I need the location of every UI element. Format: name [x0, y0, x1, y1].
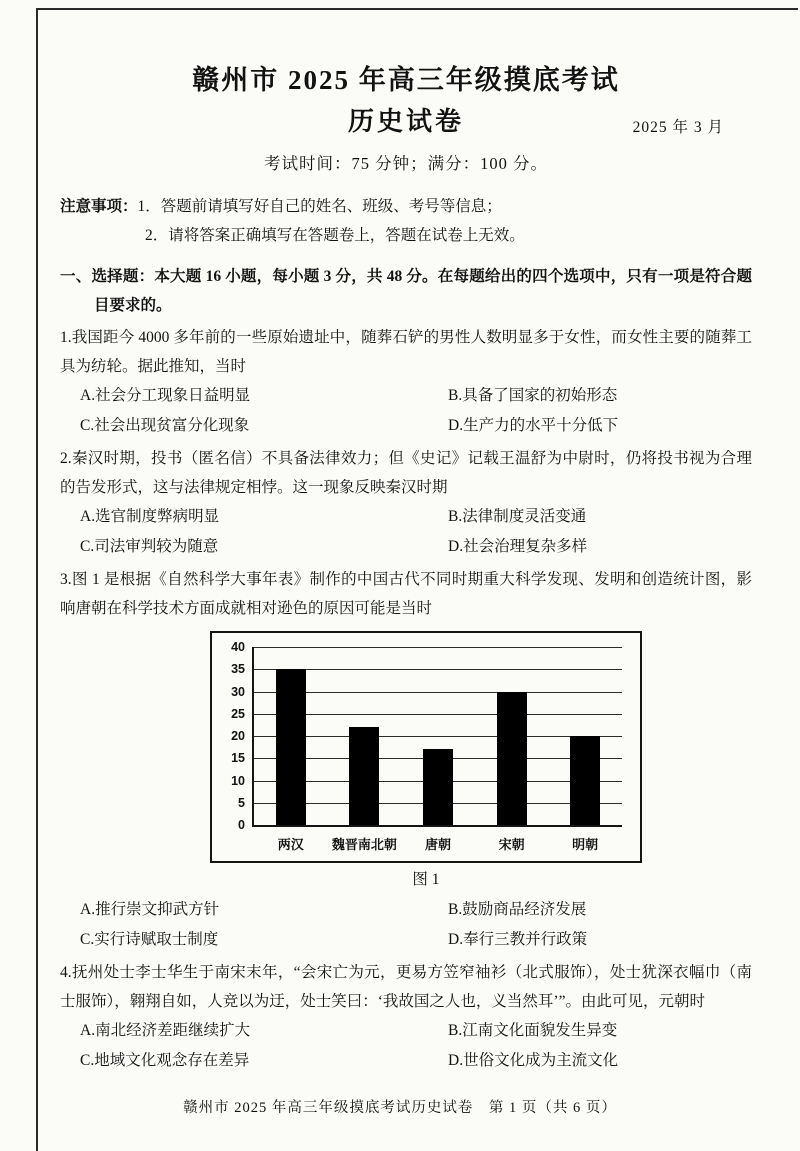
bar-宋朝 [497, 692, 527, 826]
question-4-options [60, 1016, 752, 1076]
bar-slot [328, 647, 402, 825]
option-c: C.地域文化观念存在差异 [80, 1052, 250, 1069]
section-heading: 一、选择题：本大题 16 小题，每小题 3 分，共 48 分。在每题给出的四个选项中，只有一项是符合题目要求的。 [60, 268, 752, 314]
subject-title: 历史试卷 [347, 107, 464, 136]
question-3 [60, 565, 752, 955]
bar-slot [401, 647, 475, 825]
option-c: C.社会出现贫富分化现象 [80, 417, 250, 434]
question-1-options [60, 381, 752, 441]
bar-两汉 [276, 669, 306, 825]
page-footer: 赣州市 2025 年高三年级摸底考试历史试卷 第 1 页（共 6 页） [183, 1100, 617, 1116]
x-tick-label: 宋朝 [498, 837, 525, 852]
y-tick-label: 15 [231, 751, 245, 766]
y-tick-label: 30 [231, 684, 245, 699]
option-a: A.南北经济差距继续扩大 [80, 1022, 251, 1039]
y-tick-label: 25 [231, 706, 245, 721]
x-tick-label: 魏晋南北朝 [331, 837, 397, 852]
option-a: A.社会分工现象日益明显 [80, 387, 251, 404]
option-c: C.实行诗赋取士制度 [80, 931, 219, 948]
option-b: B.法律制度灵活变通 [448, 508, 587, 525]
x-tick-label: 唐朝 [424, 837, 451, 852]
exam-date: 2025 年 3 月 [632, 119, 724, 136]
question-3-stem: 3.图 1 是根据《自然科学大事年表》制作的中国古代不同时期重大科学发现、发明和创造统计图，影响唐朝在科学技术方面成就相对逊色的原因可能是当时 [60, 571, 752, 617]
chart-bars [254, 647, 622, 825]
option-b: B.江南文化面貌发生异变 [448, 1022, 618, 1039]
chart-plot [252, 647, 622, 827]
question-1-stem: 1.我国距今 4000 多年前的一些原始遗址中，随葬石铲的男性人数明显多于女性，而女性主要的随葬工具为纺轮。据此推知，当时 [60, 329, 752, 375]
bar-slot [475, 647, 549, 825]
bar-明朝 [570, 736, 600, 825]
exam-content [60, 62, 752, 1076]
notice-line-1 [60, 192, 752, 221]
bar-魏晋南北朝 [349, 727, 379, 825]
option-a: A.推行崇文抑武方针 [80, 901, 220, 918]
y-tick-label: 0 [238, 818, 245, 832]
y-tick-label: 35 [231, 662, 245, 677]
chart-figure [210, 631, 642, 893]
chart-y-axis [218, 640, 252, 832]
option-d: D.奉行三教并行政策 [448, 931, 588, 948]
chart-x-axis [254, 827, 622, 853]
question-1 [60, 323, 752, 441]
option-a: A.选官制度弊病明显 [80, 508, 220, 525]
notice-block [60, 192, 752, 250]
chart-caption: 图 1 [412, 871, 440, 888]
bar-slot [254, 647, 328, 825]
x-tick-label: 明朝 [572, 837, 599, 852]
y-tick-label: 10 [231, 773, 245, 788]
chart [210, 631, 642, 863]
exam-info: 考试时间：75 分钟；满分：100 分。 [264, 154, 548, 173]
x-tick-label: 两汉 [277, 837, 304, 852]
subject-row [60, 104, 752, 140]
option-b: B.具备了国家的初始形态 [448, 387, 618, 404]
bar-唐朝 [423, 749, 453, 825]
question-2 [60, 444, 752, 562]
option-b: B.鼓励商品经济发展 [448, 901, 587, 918]
y-tick-label: 5 [238, 795, 245, 810]
bar-slot [548, 647, 622, 825]
notice-label: 注意事项： [60, 198, 138, 215]
question-2-options [60, 502, 752, 562]
question-2-stem: 2.秦汉时期，投书（匿名信）不具备法律效力；但《史记》记载王温舒为中尉时，仍将投书视为合理的告发形式，这与法律规定相悖。这一现象反映秦汉时期 [60, 450, 752, 496]
notice-item-1: 1．答题前请填写好自己的姓名、班级、考号等信息； [137, 198, 502, 215]
option-d: D.生产力的水平十分低下 [448, 417, 619, 434]
question-4-stem: 4.抚州处士李士华生于南宋末年，“会宋亡为元，更易方笠窄袖衫（北式服饰），处士犹深衣幅巾（南士服饰），翱翔自如，人竞以为迂，处士笑曰：‘我故国之人也，义当然耳’”。由此可见，元朝时 [60, 964, 752, 1010]
question-4 [60, 958, 752, 1076]
option-c: C.司法审判较为随意 [80, 538, 219, 555]
question-3-options [60, 895, 752, 955]
y-tick-label: 40 [231, 640, 245, 654]
y-tick-label: 20 [231, 729, 245, 743]
page-title: 赣州市 2025 年高三年级摸底考试 [192, 65, 620, 95]
chart-plot-row [218, 640, 622, 832]
option-d: D.社会治理复杂多样 [448, 538, 588, 555]
option-d: D.世俗文化成为主流文化 [448, 1052, 619, 1069]
notice-item-2: 2．请将答案正确填写在答题卷上，答题在试卷上无效。 [145, 227, 525, 244]
